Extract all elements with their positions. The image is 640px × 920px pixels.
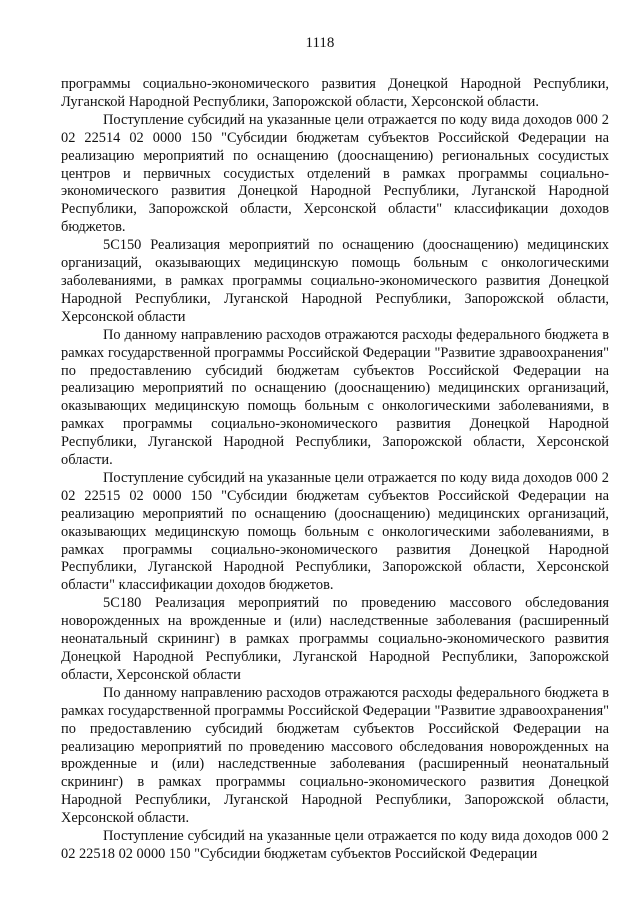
paragraph-subsidy-receipt-22518: Поступление субсидий на указанные цели отражается по коду вида доходов 000 2 02 22518 02 0000 150 "Субсидии бюджетам субъектов Российской Федерации	[61, 828, 609, 862]
paragraph-continuation: программы социально-экономического развития Донецкой Народной Республики, Луганской Народной Республики, Запорожской области, Херсонской области.	[61, 76, 609, 110]
paragraph-5c180-description: По данному направлению расходов отражаются расходы федерального бюджета в рамках государственной программы Российской Федерации "Развитие здравоохранения" по предоставлению субсидий бюджетам субъектов Российской Федерации на реализацию мероприятий по проведению массового обследования новорожденных на врожденные и (или) наследственные заболевания (расширенный неонатальный скрининг) в рамках программы социально-экономического развития Донецкой Народной Республики, Луганской Народной Республики, Запорожской области, Херсонской области.	[61, 684, 609, 827]
paragraph-5c150-heading: 5С150 Реализация мероприятий по оснащению (дооснащению) медицинских организаций, оказывающих медицинскую помощь больным с онкологическими заболеваниями, в рамках программы социально-экономического развития Донецкой Народной Республики, Луганской Народной Республики, Запорожской области, Херсонской области	[61, 237, 609, 325]
page-number: 1118	[305, 35, 335, 51]
paragraph-5c150-description: По данному направлению расходов отражаются расходы федерального бюджета в рамках государственной программы Российской Федерации "Развитие здравоохранения" по предоставлению субсидий бюджетам субъектов Российской Федерации на реализацию мероприятий по оснащению (дооснащению) медицинских организаций, оказывающих медицинскую помощь больным с онкологическими заболеваниями, в рамках программы социально-экономического развития Донецкой Народной Республики, Луганской Народной Республики, Запорожской области, Херсонской области.	[61, 326, 609, 469]
paragraph-5c180-heading: 5С180 Реализация мероприятий по проведению массового обследования новорожденных на врожденные и (или) наследственные заболевания (расширенный неонатальный скрининг) в рамках программы социально-экономического развития Донецкой Народной Республики, Луганской Народной Республики, Запорожской области, Херсонской области	[61, 595, 609, 683]
paragraph-subsidy-receipt-22515: Поступление субсидий на указанные цели отражается по коду вида доходов 000 2 02 22515 02 0000 150 "Субсидии бюджетам субъектов Российской Федерации на реализацию мероприятий по оснащению (дооснащению) медицинских организаций, оказывающих медицинскую помощь больным с онкологическими заболеваниями, в рамках программы социально-экономического развития Донецкой Народной Республики, Луганской Народной Республики, Запорожской области, Херсонской области" классификации доходов бюджетов.	[61, 469, 609, 594]
paragraph-subsidy-receipt-22514: Поступление субсидий на указанные цели отражается по коду вида доходов 000 2 02 22514 02 0000 150 "Субсидии бюджетам субъектов Российской Федерации на реализацию мероприятий по оснащению (дооснащению) региональных сосудистых центров и первичных сосудистых отделений в рамках программы социально-экономического развития Донецкой Народной Республики, Луганской Народной Республики, Запорожской области, Херсонской области" классификации доходов бюджетов.	[61, 111, 609, 236]
document-body	[61, 76, 609, 864]
